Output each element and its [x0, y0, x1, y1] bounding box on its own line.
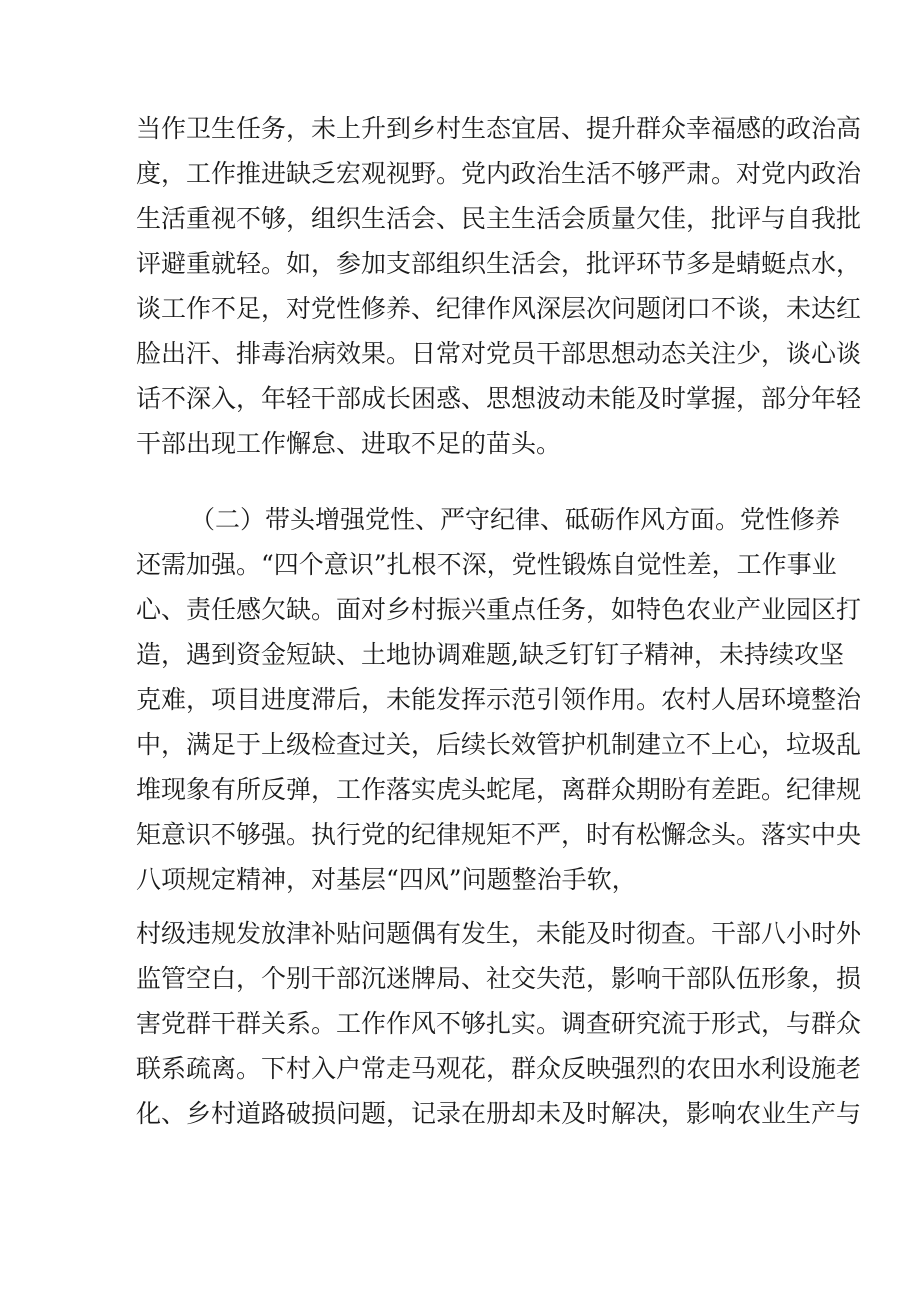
- text-line: 村级违规发放津补贴问题偶有发生，未能及时彻查。干部八小时外: [136, 919, 862, 948]
- text-line: 八项规定精神，对基层“四风”问题整治手软，: [136, 865, 637, 894]
- text-line: 害党群干群关系。工作作风不够扎实。调查研究流于形式，与群众: [136, 1009, 862, 1038]
- text-line: 谈工作不足，对党性修养、纪律作风深层次问题闭口不谈，未达红: [136, 294, 862, 323]
- text-line: 克难，项目进度滞后，未能发挥示范引领作用。农村人居环境整治: [136, 685, 862, 714]
- text-line: 当作卫生任务，未上升到乡村生态宜居、提升群众幸福感的政治高: [136, 114, 862, 143]
- text-line: 联系疏离。下村入户常走马观花，群众反映强烈的农田水利设施老: [136, 1054, 862, 1083]
- text-line: 矩意识不够强。执行党的纪律规矩不严，时有松懈念头。落实中央: [136, 820, 862, 849]
- text-line: 中，满足于上级检查过关，后续长效管护机制建立不上心，垃圾乱: [136, 730, 862, 759]
- text-line: 评避重就轻。如，参加支部组织生活会，批评环节多是蜻蜓点水，: [136, 249, 862, 278]
- text-line: 生活重视不够，组织生活会、民主生活会质量欠佳，批评与自我批: [136, 204, 862, 233]
- text-line: 干部出现工作懈怠、进取不足的苗头。: [136, 429, 562, 458]
- text-line: 化、乡村道路破损问题，记录在册却未及时解决，影响农业生产与: [136, 1099, 862, 1128]
- text-line: 话不深入，年轻干部成长困惑、思想波动未能及时掌握，部分年轻: [136, 384, 862, 413]
- section-heading-line: （二）带头增强党性、严守纪律、砥砺作风方面。党性修养: [190, 505, 841, 534]
- text-line: 脸出汗、排毒治病效果。日常对党员干部思想动态关注少，谈心谈: [136, 339, 862, 368]
- text-line: 心、责任感欠缺。面对乡村振兴重点任务，如特色农业产业园区打: [136, 595, 862, 624]
- text-line: 监管空白，个别干部沉迷牌局、社交失范，影响干部队伍形象，损: [136, 964, 862, 993]
- text-line: 造，遇到资金短缺、土地协调难题,缺乏钉钉子精神，未持续攻坚: [136, 640, 844, 669]
- text-line: 堆现象有所反弹，工作落实虎头蛇尾，离群众期盼有差距。纪律规: [136, 775, 862, 804]
- text-line: 还需加强。“四个意识”扎根不深，党性锻炼自觉性差，工作事业: [136, 550, 837, 579]
- text-line: 度，工作推进缺乏宏观视野。党内政治生活不够严肃。对党内政治: [136, 159, 862, 188]
